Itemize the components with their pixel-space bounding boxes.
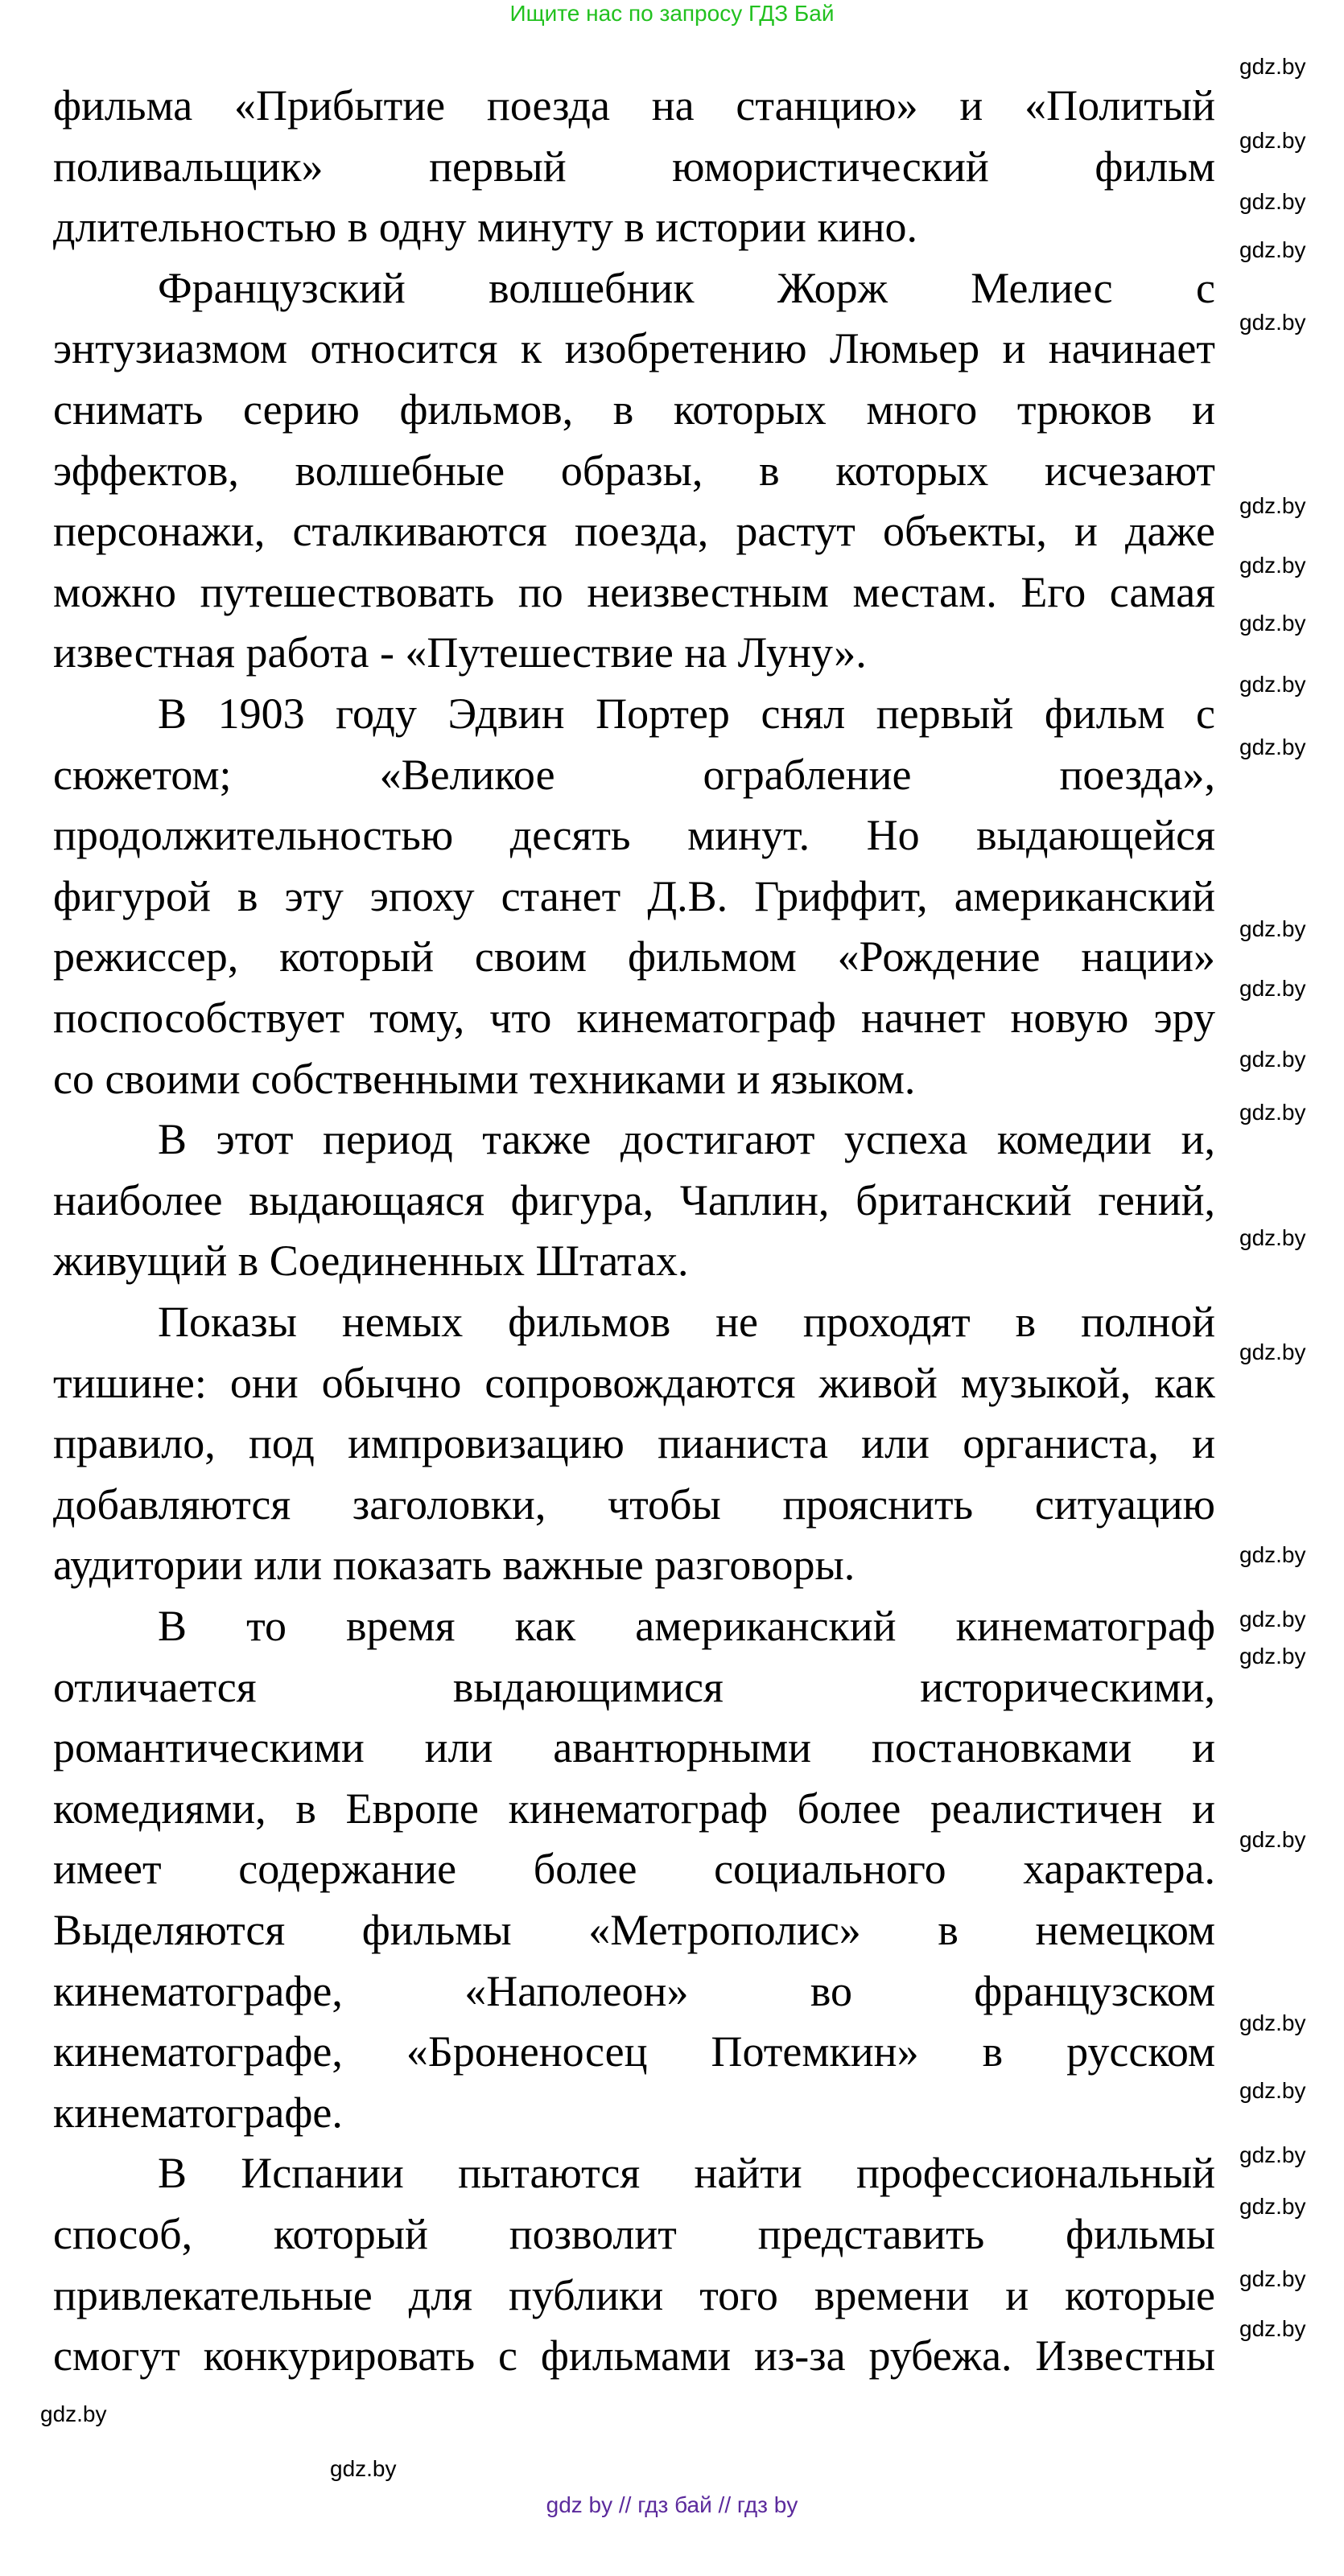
text-line: имеет содержание более социального характера. — [53, 1845, 1215, 1894]
watermark: gdz.by — [330, 2456, 397, 2481]
watermark: gdz.by — [1239, 2078, 1306, 2103]
watermark: gdz.by — [1239, 189, 1306, 214]
watermark: gdz.by — [1239, 1644, 1306, 1669]
text-line: Показы немых фильмов не проходят в полной — [158, 1298, 1215, 1346]
text-line: В то время как американский кинематограф — [158, 1602, 1215, 1650]
text-line: снимать серию фильмов, в которых много трюков и — [53, 385, 1215, 434]
watermark: gdz.by — [1239, 553, 1306, 578]
watermark: gdz.by — [1239, 310, 1306, 335]
text-line: со своими собственными техниками и языком. — [53, 1054, 916, 1103]
watermark: gdz.by — [1239, 493, 1306, 518]
watermark: gdz.by — [1239, 1225, 1306, 1250]
text-line: фигурой в эту эпоху станет Д.В. Гриффит, американский — [53, 871, 1215, 920]
text-line: фильма «Прибытие поезда на станцию» и «Политый — [53, 81, 1215, 130]
text-line: сюжетом; «Великое ограбление поезда», — [53, 750, 1215, 799]
text-line: поливальщик» первый юмористический фильм — [53, 142, 1215, 191]
watermark: gdz.by — [1239, 1100, 1306, 1125]
text-line: кинематографе. — [53, 2088, 343, 2137]
watermark: gdz.by — [1239, 2194, 1306, 2219]
watermark: gdz.by — [1239, 1827, 1306, 1852]
text-line: правило, под импровизацию пианиста или органиста, и — [53, 1419, 1215, 1468]
text-line: Французский волшебник Жорж Мелиес с — [158, 263, 1215, 312]
text-line: Выделяются фильмы «Метрополис» в немецком — [53, 1906, 1215, 1954]
text-line: наиболее выдающаяся фигура, Чаплин, британский гений, — [53, 1175, 1215, 1224]
text-line: тишине: они обычно сопровождаются живой музыкой, как — [53, 1358, 1215, 1407]
text-line: В этот период также достигают успеха комедии и, — [158, 1115, 1215, 1164]
text-line: энтузиазмом относится к изобретению Люмьер и начинает — [53, 324, 1215, 373]
search-hint-banner: Ищите нас по запросу ГДЗ Бай — [509, 1, 835, 26]
watermark: gdz.by — [1239, 1047, 1306, 1072]
text-line: отличается выдающимися историческими, — [53, 1662, 1215, 1711]
text-line: комедиями, в Европе кинематограф более реалистичен и — [53, 1784, 1215, 1833]
watermark: gdz.by — [1239, 1339, 1306, 1364]
watermark: gdz.by — [1239, 916, 1306, 941]
text-line: живущий в Соединенных Штатах. — [53, 1237, 689, 1286]
text-line: привлекательные для публики того времени и которые — [53, 2270, 1215, 2319]
watermark: gdz.by — [1239, 2316, 1306, 2341]
watermark: gdz.by — [1239, 611, 1306, 636]
text-line: продолжительностью десять минут. Но выдающейся — [53, 811, 1215, 860]
watermark: gdz.by — [1239, 976, 1306, 1001]
text-line: аудитории или показать важные разговоры. — [53, 1541, 855, 1590]
watermark: gdz.by — [40, 2401, 107, 2426]
text-line: режиссер, который своим фильмом «Рождение нации» — [53, 932, 1215, 981]
watermark: gdz.by — [1239, 1607, 1306, 1632]
watermark: gdz.by — [1239, 237, 1306, 262]
watermark: gdz.by — [1239, 1542, 1306, 1567]
text-line: добавляются заголовки, чтобы прояснить ситуацию — [53, 1479, 1215, 1529]
footer-watermark: gdz by // гдз бай // гдз by — [546, 2492, 798, 2517]
text-line: поспособствует тому, что кинематограф начнет новую эру — [53, 994, 1215, 1042]
watermark: gdz.by — [1239, 2266, 1306, 2291]
text-line: персонажи, сталкиваются поезда, растут объекты, и даже — [53, 507, 1215, 556]
text-line: В Испании пытаются найти профессиональный — [158, 2149, 1215, 2198]
text-line: кинематографе, «Наполеон» во французском — [53, 1966, 1215, 2015]
watermark: gdz.by — [1239, 735, 1306, 759]
text-line: кинематографе, «Броненосец Потемкин» в русском — [53, 2027, 1215, 2076]
watermark: gdz.by — [1239, 54, 1306, 79]
text-line: длительностью в одну минуту в истории кино. — [53, 203, 917, 252]
watermark: gdz.by — [1239, 128, 1306, 153]
text-line: известная работа - «Путешествие на Луну». — [53, 628, 867, 677]
text-line: смогут конкурировать с фильмами из-за рубежа. Известны — [53, 2331, 1215, 2381]
text-line: эффектов, волшебные образы, в которых исчезают — [53, 446, 1215, 495]
watermark: gdz.by — [1239, 672, 1306, 697]
watermark: gdz.by — [1239, 2142, 1306, 2167]
text-line: В 1903 году Эдвин Портер снял первый фильм с — [158, 689, 1215, 738]
text-line: можно путешествовать по неизвестным местам. Его самая — [53, 567, 1215, 616]
watermark: gdz.by — [1239, 2010, 1306, 2035]
text-line: романтическими или авантюрными постановками и — [53, 1723, 1215, 1772]
text-line: способ, который позволит представить фильмы — [53, 2210, 1215, 2258]
